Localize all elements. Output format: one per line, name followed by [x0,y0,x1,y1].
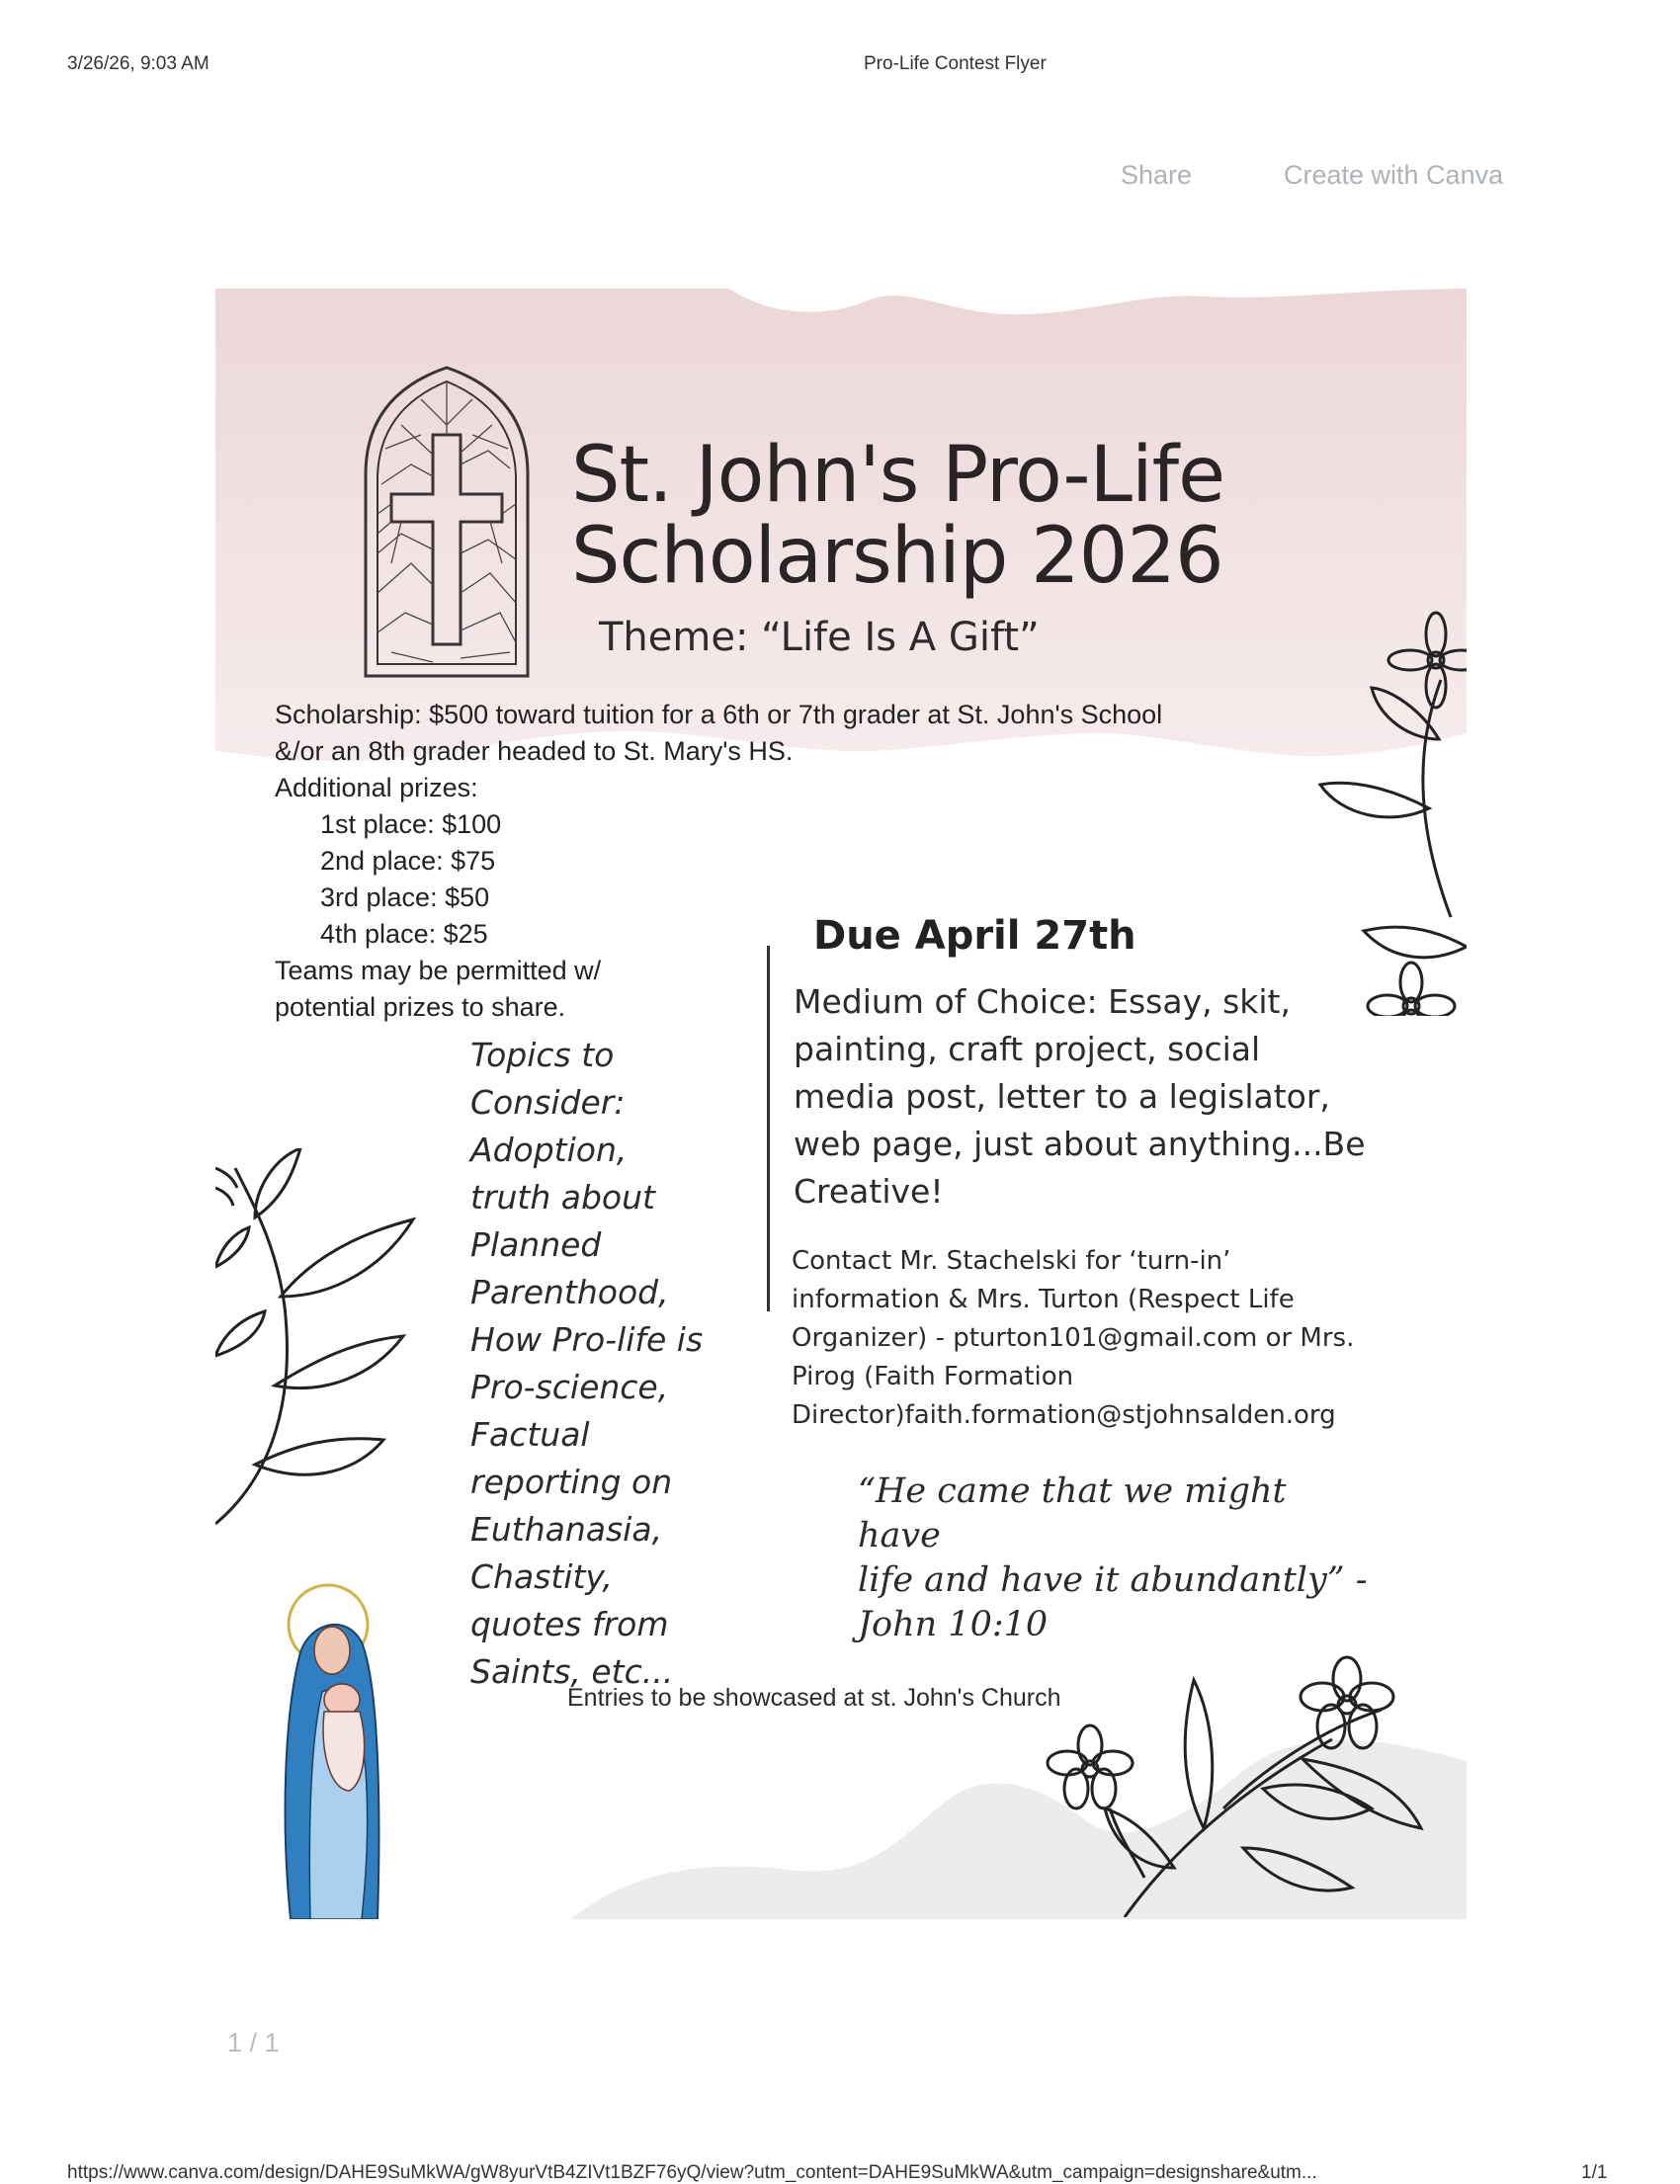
scholarship-info [275,697,1322,1026]
medium-line: painting, craft project, social [794,1030,1261,1068]
contact-info [792,1242,1444,1435]
share-button[interactable]: Share [1121,160,1193,190]
print-title: Pro-Life Contest Flyer [864,53,1047,74]
topic-line: quotes from [470,1605,669,1643]
due-date: Due April 27th [813,913,1136,959]
quote-line: John 10:10 [858,1605,1049,1644]
contact-line: Director)faith.formation@stjohnsalden.org [792,1400,1336,1430]
topic-line: reporting on [470,1463,673,1501]
contact-line: Organizer) - pturton101@gmail.com or Mrs. [792,1323,1355,1353]
entries-note: Entries to be showcased at st. John's Church [567,1684,1061,1712]
topic-line: Euthanasia, [470,1510,663,1549]
stained-glass-cross-icon [362,366,532,680]
topic-line: Chastity, [470,1557,613,1596]
topic-line: Consider: [470,1083,626,1122]
print-url: https://www.canva.com/design/DAHE9SuMkWA/gW8yurVtB4ZIVt1BZF76yQ/view?utm_content=DAHE9SuMkWA&utm_campaign=designshare&utm... [67,2162,1317,2183]
topic-line: Pro-science, [470,1368,669,1406]
flower-branch-icon [1302,591,1467,1016]
topic-line: Factual [470,1415,590,1454]
prize-item: 3rd place: $50 [320,882,490,912]
print-datetime: 3/26/26, 9:03 AM [67,53,210,74]
topic-line: Saints, etc... [470,1652,674,1691]
prize-item: 4th place: $25 [320,919,488,949]
divider [767,946,770,1311]
leaf-branch-icon [215,1148,423,1544]
topic-line: How Pro-life is [470,1320,704,1359]
flower-bouquet-icon [1006,1621,1467,1917]
quote-line: “He came that we might have [858,1471,1287,1555]
title-line-1: St. John's Pro-Life [571,431,1225,520]
medium-of-choice [794,978,1426,1216]
theme-text: Theme: “Life Is A Gift” [599,615,1040,660]
print-page-number: 1/1 [1581,2162,1608,2183]
topics-list [470,1032,737,1696]
topic-line: Parenthood, [470,1273,669,1311]
topic-line: Topics to [470,1036,615,1074]
topic-line: Adoption, [470,1131,628,1169]
scholarship-line-1: Scholarship: $500 toward tuition for a 6th or 7th grader at St. John's School [275,700,1163,729]
prize-item: 1st place: $100 [320,809,502,839]
flyer [215,289,1467,1919]
contact-line: information & Mrs. Turton (Respect Life [792,1285,1295,1314]
medium-line: web page, just about anything...Be [794,1125,1366,1163]
prizes-list [275,806,1322,953]
medium-line: media post, letter to a legislator, [794,1077,1330,1116]
contact-line: Contact Mr. Stachelski for ‘turn-in’ [792,1246,1231,1276]
medium-line: Creative! [794,1172,944,1211]
teams-line-2: potential prizes to share. [275,992,566,1022]
quote-line: life and have it abundantly” - [858,1560,1368,1600]
contact-line: Pirog (Faith Formation [792,1362,1074,1391]
flyer-title [571,431,1225,601]
topic-line: Planned [470,1225,602,1264]
topic-line: truth about [470,1178,655,1217]
scholarship-line-2: &/or an 8th grader headed to St. Mary's HS. [275,736,794,766]
create-with-canva-button[interactable]: Create with Canva [1284,160,1504,190]
title-line-2: Scholarship 2026 [571,512,1223,601]
prize-item: 2nd place: $75 [320,846,496,876]
virgin-mary-icon [271,1573,399,1919]
prizes-heading: Additional prizes: [275,773,478,802]
medium-line: Medium of Choice: Essay, skit, [794,982,1291,1021]
teams-line-1: Teams may be permitted w/ [275,956,602,985]
page-indicator: 1 / 1 [227,2028,280,2058]
